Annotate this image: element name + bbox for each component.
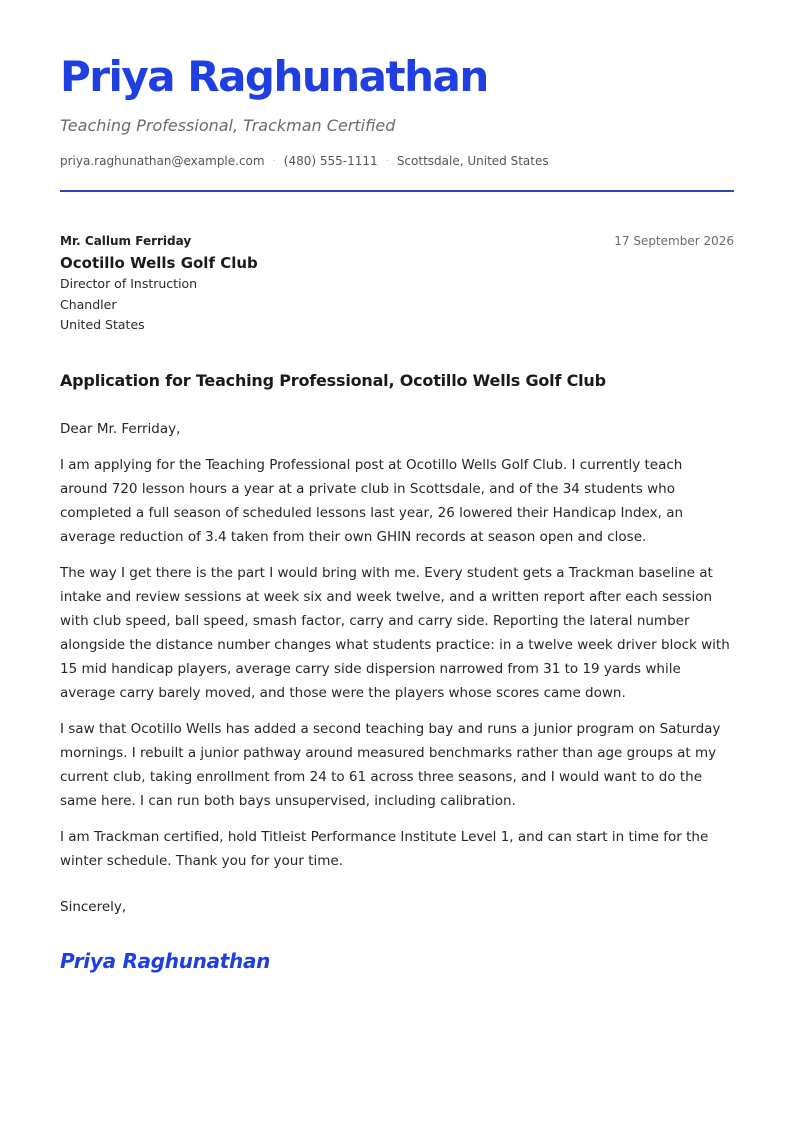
applicant-name: Priya Raghunathan — [60, 52, 488, 101]
recipient-person: Mr. Callum Ferriday — [60, 234, 192, 248]
recipient-organization: Ocotillo Wells Golf Club — [60, 254, 258, 272]
applicant-tagline: Teaching Professional, Trackman Certified — [60, 116, 396, 135]
letter-subject: Application for Teaching Professional, Ocotillo Wells Golf Club — [60, 371, 606, 390]
recipient-city: Chandler — [60, 296, 117, 312]
recipient-block — [60, 233, 734, 336]
contact-location: Scottsdale, United States — [396, 154, 549, 168]
salutation: Dear Mr. Ferriday, — [60, 421, 181, 437]
signature: Priya Raghunathan — [60, 949, 271, 973]
recipient-title: Director of Instruction — [60, 276, 198, 291]
body-paragraph: I am applying for the Teaching Professional post at Ocotillo Wells Golf Club. I currently teach around 720 lesson hours a year at a private club in Scottsdale, and of the 34 students who completed a full season of scheduled lessons last year, 26 lowered their Handicap Index, an average reduction of 3.4 taken from their own GHIN records at season open and close. — [60, 457, 684, 545]
contact-email: priya.raghunathan@example.com — [60, 154, 265, 168]
body-paragraph: I saw that Ocotillo Wells has added a second teaching bay and runs a junior program on Saturday mornings. I rebuilt a junior pathway around measured benchmarks rather than age groups at my current club, taking enrollment from 24 to 61 across three seasons, and I would want to do the same here. I can run both bays unsupervised, including calibration. — [60, 721, 721, 809]
contact-line — [60, 154, 549, 168]
body-paragraph: The way I get there is the part I would bring with me. Every student gets a Trackman baseline at intake and review sessions at week six and week twelve, and a written report after each session with club speed, ball speed, smash factor, carry and carry side. Reporting the lateral number alongside the distance number changes what students practice: in a twelve week driver block with 15 mid handicap players, average carry side dispersion narrowed from 31 to 19 yards while average carry barely moved, and those were the players whose scores came down. — [60, 565, 730, 701]
header-divider — [60, 190, 734, 192]
body-paragraph: I am Trackman certified, hold Titleist Performance Institute Level 1, and can start in time for the winter schedule. Thank you for your time. — [60, 829, 709, 869]
closing: Sincerely, — [60, 899, 127, 915]
letter-date: 17 September 2026 — [614, 234, 734, 248]
contact-phone: (480) 555-1111 — [283, 154, 378, 168]
recipient-country: United States — [60, 317, 145, 332]
contact-separator: · — [385, 155, 389, 167]
contact-separator: · — [272, 155, 276, 167]
letter-body — [60, 417, 734, 885]
